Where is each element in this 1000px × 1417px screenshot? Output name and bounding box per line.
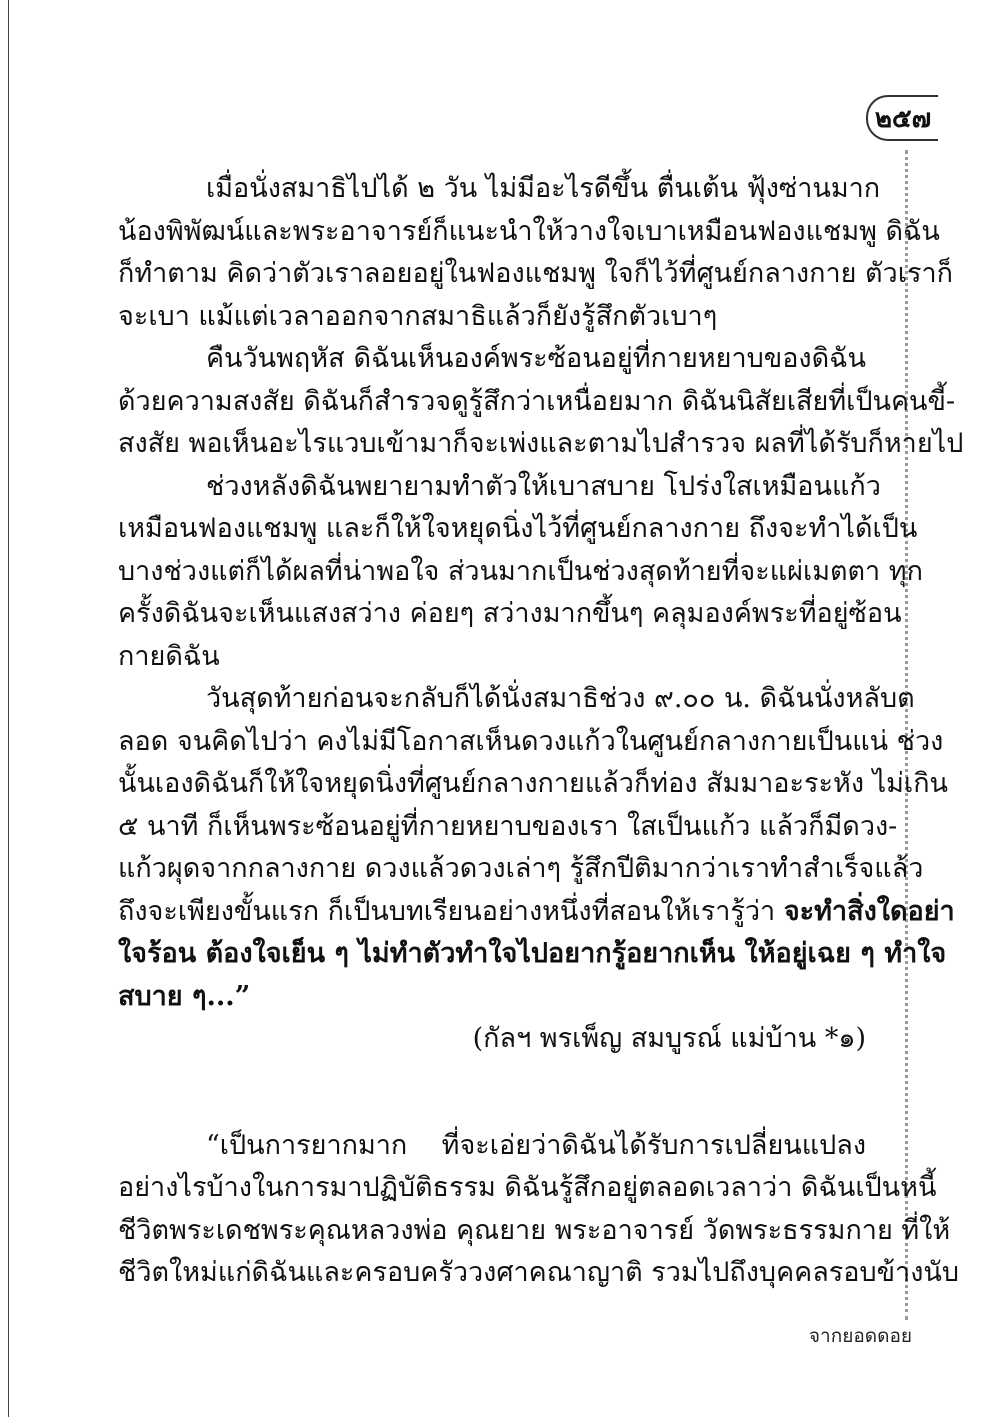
- text-line: ๕ นาที ก็เห็นพระซ้อนอยู่ที่กายหยาบของเรา ใสเป็นแก้ว แล้วก็มีดวง-: [118, 810, 898, 842]
- text-normal-part: ถึงจะเพียงขั้นแรก ก็เป็นบทเรียนอย่างหนึ่งที่สอนให้เรารู้ว่า: [118, 895, 784, 927]
- text-line: คืนวันพฤหัส ดิฉันเห็นองค์พระซ้อนอยู่ที่กายหยาบของดิฉัน: [206, 343, 866, 374]
- text-line: ชีวิตพระเดชพระคุณหลวงพ่อ คุณยาย พระอาจารย์ วัดพระธรรมกาย ที่ให้: [118, 1214, 951, 1246]
- attribution: (กัลฯ พรเพ็ญ สมบูรณ์ แม่บ้าน *๑): [472, 1023, 866, 1054]
- text-line: วันสุดท้ายก่อนจะกลับก็ได้นั่งสมาธิช่วง ๙.๐๐ น. ดิฉันนั่งหลับต: [206, 683, 915, 714]
- text-line: ก็ทำตาม คิดว่าตัวเราลอยอยู่ในฟองแชมพู ใจก็ไว้ที่ศูนย์กลางกาย ตัวเราก็: [118, 258, 953, 289]
- text-line: นั้นเองดิฉันก็ให้ใจหยุดนิ่งที่ศูนย์กลางกายแล้วก็ท่อง สัมมาอะระหัง ไม่เกิน: [118, 768, 948, 799]
- page-number: ๒๕๗: [866, 95, 938, 141]
- body-text: [118, 168, 964, 1295]
- text-line: ลอด จนคิดไปว่า คงไม่มีโอกาสเห็นดวงแก้วในศูนย์กลางกายเป็นแน่ ช่วง: [118, 725, 944, 757]
- text-line: เหมือนฟองแชมพู และก็ให้ใจหยุดนิ่งไว้ที่ศูนย์กลางกาย ถึงจะทำได้เป็น: [118, 513, 918, 544]
- text-line: สงสัย พอเห็นอะไรแวบเข้ามาก็จะเพ่งและตามไปสำรวจ ผลที่ได้รับก็หายไป: [118, 428, 964, 459]
- text-line: ชีวิตใหม่แก่ดิฉันและครอบครัววงศาคณาญาติ รวมไปถึงบุคคลรอบข้างนับ: [118, 1257, 959, 1288]
- text-line-mixed: [118, 891, 955, 934]
- text-line: น้องพิพัฒน์และพระอาจารย์ก็แนะนำให้วางใจเบาเหมือนฟองแชมพู ดิฉัน: [118, 215, 940, 247]
- text-line: ครั้งดิฉันจะเห็นแสงสว่าง ค่อยๆ สว่างมากขึ้นๆ คลุมองค์พระที่อยู่ซ้อน: [118, 598, 902, 629]
- text-line: แก้วผุดจากกลางกาย ดวงแล้วดวงเล่าๆ รู้สึกปีติมากว่าเราทำสำเร็จแล้ว: [118, 853, 924, 884]
- running-footer: จากยอดดอย: [808, 1325, 912, 1347]
- text-line: บางช่วงแต่ก็ได้ผลที่น่าพอใจ ส่วนมากเป็นช่วงสุดท้ายที่จะแผ่เมตตา ทุก: [118, 555, 923, 587]
- text-line: เมื่อนั่งสมาธิไปได้ ๒ วัน ไม่มีอะไรดีขึ้น ตื่นเต้น ฟุ้งซ่านมาก: [206, 173, 881, 204]
- text-bold-part: จะทำสิ่งใดอย่า: [783, 895, 955, 927]
- text-line: จะเบา แม้แต่เวลาออกจากสมาธิแล้วก็ยังรู้สึกตัวเบาๆ: [118, 300, 718, 332]
- text-line: อย่างไรบ้างในการมาปฏิบัติธรรม ดิฉันรู้สึกอยู่ตลอดเวลาว่า ดิฉันเป็นหนี้: [118, 1172, 937, 1203]
- paragraph-gap: [118, 1061, 866, 1125]
- text-line: ด้วยความสงสัย ดิฉันก็สำรวจดูรู้สึกว่าเหนื่อยมาก ดิฉันนิสัยเสียที่เป็นคนขี้-: [118, 385, 956, 417]
- text-line-bold: ใจร้อน ต้องใจเย็น ๆ ไม่ทำตัวทำใจไปอยากรู้อยากเห็น ให้อยู่เฉย ๆ ทำใจ: [118, 938, 947, 969]
- page-left-border: [8, 0, 9, 1417]
- text-line: “เป็นการยากมาก ที่จะเอ่ยว่าดิฉันได้รับการเปลี่ยนแปลง: [206, 1129, 866, 1161]
- text-line: กายดิฉัน: [118, 640, 220, 672]
- text-line-bold: สบาย ๆ...”: [118, 980, 251, 1012]
- text-line: ช่วงหลังดิฉันพยายามทำตัวให้เบาสบาย โปร่งใสเหมือนแก้ว: [206, 470, 881, 502]
